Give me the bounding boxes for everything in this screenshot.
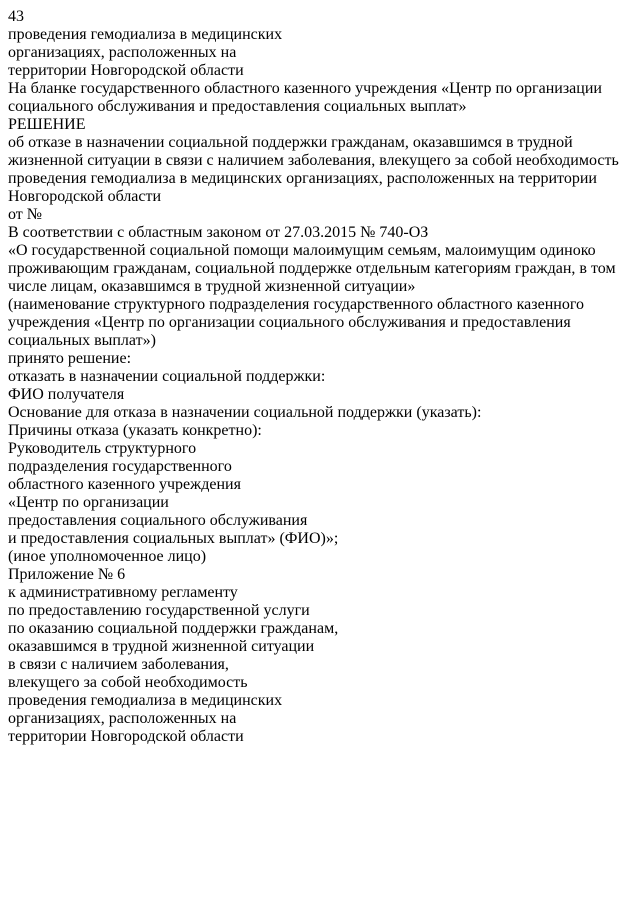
signature-line: предоставления социального обслуживания xyxy=(8,512,308,529)
law-number: № 740-ОЗ xyxy=(360,224,429,241)
appendix-line: организациях, расположенных на xyxy=(8,710,237,727)
number-sign: № xyxy=(26,206,43,223)
law-word: жизненной xyxy=(265,278,341,295)
appendix-line: по предоставлению государственной услуги xyxy=(8,602,310,619)
page-number: 43 xyxy=(8,8,24,25)
law-word: в xyxy=(194,278,202,295)
fio-label: (ФИО)»; xyxy=(279,530,339,547)
law-word: от xyxy=(265,224,281,241)
law-word: лицам, xyxy=(50,278,98,295)
header-line: организациях, расположенных на xyxy=(8,44,237,61)
law-text-last-line xyxy=(8,278,632,296)
reasons-line: Причины отказа (указать конкретно): xyxy=(8,422,262,439)
subtitle-line: Новгородской области xyxy=(8,188,162,205)
law-word: оказавшимся xyxy=(101,278,191,295)
unit-name-caption xyxy=(8,296,632,350)
grounds-line: Основание для отказа в назначении социальной поддержки (указать): xyxy=(8,404,482,421)
appendix-line: в связи с наличием заболевания, xyxy=(8,656,229,673)
law-text-line: «О государственной социальной помощи малоимущим семьям, малоимущим одиноко xyxy=(8,242,596,259)
document-page xyxy=(8,8,632,746)
decision-made: принято решение: xyxy=(8,350,132,367)
law-text xyxy=(8,242,632,278)
signature-line: Руководитель структурного xyxy=(8,440,197,457)
other-person-note: (иное уполномоченное лицо) xyxy=(8,548,207,565)
signature-line: «Центр по организации xyxy=(8,494,169,511)
law-date: 27.03.2015 xyxy=(284,224,357,241)
decision-subtitle xyxy=(8,134,632,206)
appendix-line: оказавшимся в трудной жизненной ситуации xyxy=(8,638,315,655)
law-word: числе xyxy=(8,278,47,295)
appendix-title: Приложение № 6 xyxy=(8,566,126,583)
appendix-line: территории Новгородской области xyxy=(8,728,244,745)
signature-line: и предоставления социальных выплат» xyxy=(8,530,276,547)
decision-date-line xyxy=(8,206,632,224)
header-line: территории Новгородской области xyxy=(8,62,244,79)
law-word: соответствии xyxy=(22,224,114,241)
signature-block xyxy=(8,440,632,566)
decision-title: РЕШЕНИЕ xyxy=(8,116,86,133)
appendix-line: влекущего за собой необходимость xyxy=(8,674,248,691)
signature-line: подразделения государственного xyxy=(8,458,232,475)
signature-line: областного казенного учреждения xyxy=(8,476,241,493)
law-word: трудной xyxy=(205,278,262,295)
appendix-block xyxy=(8,566,632,746)
recipient-caption: ФИО получателя xyxy=(8,386,125,403)
header-line: проведения гемодиализа в медицинских xyxy=(8,26,283,43)
law-link[interactable]: законом xyxy=(206,224,262,241)
law-word: ситуации» xyxy=(344,278,416,295)
subtitle-line: проведения гемодиализа в медицинских организациях, расположенных на территории xyxy=(8,170,597,187)
appendix-line: проведения гемодиализа в медицинских xyxy=(8,692,283,709)
refusal-text: отказать в назначении социальной поддержки: xyxy=(8,368,326,385)
signature-fields-row xyxy=(8,530,632,548)
blank-note: На бланке государственного областного казенного учреждения «Центр по организации социального обслуживания и предоставления социальных выплат» xyxy=(8,80,602,115)
date-prefix: от xyxy=(8,206,23,223)
law-text-line: проживающим гражданам, социальной поддержке отдельным категориям граждан, в том xyxy=(8,260,616,277)
subtitle-line: об отказе в назначении социальной поддержки гражданам, оказавшимся в трудной xyxy=(8,134,573,151)
caption-line: социальных выплат») xyxy=(8,332,156,349)
subtitle-line: жизненной ситуации в связи с наличием заболевания, влекущего за собой необходимость xyxy=(8,152,619,169)
law-word: областным xyxy=(128,224,203,241)
law-reference-line xyxy=(8,224,632,242)
law-word: В xyxy=(8,224,19,241)
caption-line: учреждения «Центр по организации социального обслуживания и предоставления xyxy=(8,314,571,331)
appendix-line: по оказанию социальной поддержки гражданам, xyxy=(8,620,339,637)
appendix-line: к административному регламенту xyxy=(8,584,238,601)
caption-line: (наименование структурного подразделения государственного областного казенного xyxy=(8,296,584,313)
appendix-header-continuation xyxy=(8,26,632,80)
law-word: с xyxy=(117,224,125,241)
refusal-line xyxy=(8,368,632,386)
